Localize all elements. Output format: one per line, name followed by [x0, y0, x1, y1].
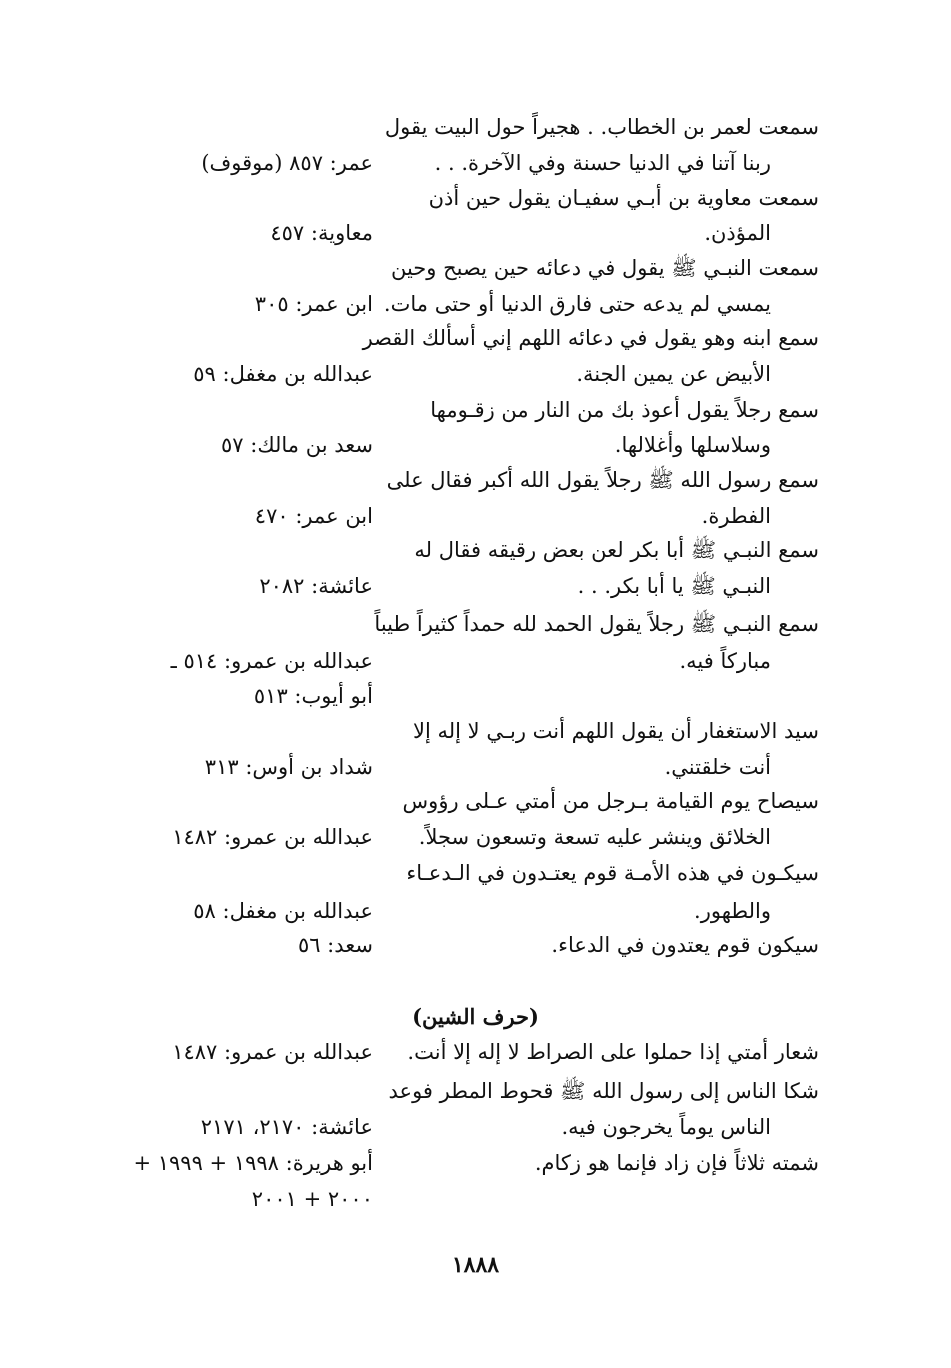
entry-reference: ٢٠٠٠ + ٢٠٠١: [251, 1187, 373, 1211]
entry-text-line: سمعت النبـي ﷺ يقول في دعائه حين يصبح وحين: [390, 256, 819, 280]
entry-text-line: سيكون قوم يعتدون في الدعاء.: [551, 933, 819, 957]
entry-text-line: مباركاً فيه.: [679, 649, 771, 673]
entry-text-line: سمع النبـي ﷺ رجلاً يقول الحمد لله حمداً كثيراً طيباً: [374, 612, 819, 636]
entry-reference: عائشة: ٢١٧٠، ٢١٧١: [200, 1115, 373, 1139]
entry-text-line: وسلاسلها وأغلالها.: [614, 433, 771, 457]
entry-text-line: سيد الاستغفار أن يقول اللهم أنت ربـي لا إله إلا: [413, 719, 819, 743]
entry-text-line: أنت خلقتني.: [664, 755, 771, 779]
entry-text-line: ربنا آتنا في الدنيا حسنة وفي الآخرة. . .: [434, 151, 771, 175]
entry-text-line: شمته ثلاثاً فإن زاد فإنما هو زكام.: [534, 1151, 819, 1175]
entry-text-line: سمع رجلاً يقول أعوذ بك من النار من زقـومها: [430, 398, 819, 422]
entry-text-line: الخلائق وينشر عليه تسعة وتسعون سجلاً.: [418, 825, 771, 849]
entry-text-line: النبـي ﷺ يا أبا بكر. . .: [577, 574, 771, 598]
entry-reference: عبدالله بن عمرو: ١٤٨٧: [172, 1040, 373, 1064]
entry-text-line: الأبيض عن يمين الجنة.: [576, 362, 771, 386]
entry-text-line: سمع ابنه وهو يقول في دعائه اللهم إني أسألك القصر: [362, 326, 819, 350]
entry-reference: شداد بن أوس: ٣١٣: [204, 755, 373, 779]
entry-text-line: سيصاح يوم القيامة بـرجل من أمتي عـلى رؤوس: [402, 789, 819, 813]
entry-reference: أبو أيوب: ٥١٣: [253, 684, 373, 708]
section-heading: (حرف الشين): [412, 1004, 539, 1029]
entry-reference: ابن عمر: ٣٠٥: [254, 292, 373, 316]
entry-reference: معاوية: ٤٥٧: [270, 221, 373, 245]
entry-text-line: المؤذن.: [704, 221, 771, 245]
page-number: ١٨٨٨: [451, 1252, 500, 1278]
entry-reference: عائشة: ٢٠٨٢: [259, 574, 373, 598]
entry-text-line: الناس يوماً يخرجون فيه.: [561, 1115, 771, 1139]
entry-reference: عمر: ٨٥٧ (موقوف): [201, 151, 373, 175]
entry-reference: عبدالله بن عمرو: ١٤٨٢: [172, 825, 373, 849]
entry-text-line: سمعت معاوية بن أبـي سفيـان يقول حين أذن: [428, 186, 819, 210]
entry-reference: أبو هريرة: ١٩٩٨ + ١٩٩٩ +: [133, 1151, 373, 1175]
entry-reference: ابن عمر: ٤٧٠: [254, 504, 373, 528]
entry-text-line: سيكـون في هذه الأمـة قوم يعتـدون في الـدعـاء: [406, 861, 819, 885]
entry-text-line: شعار أمتي إذا حملوا على الصراط لا إله إلا أنت.: [407, 1040, 819, 1064]
entry-text-line: سمعت لعمر بن الخطاب. . هجيراً حول البيت يقول: [384, 115, 819, 139]
entry-text-line: يمسي لم يدعه حتى فارق الدنيا أو حتى مات.: [383, 292, 771, 316]
entry-reference: سعد: ٥٦: [297, 933, 373, 957]
entry-text-line: الفطرة.: [701, 504, 771, 528]
entry-text-line: سمع رسول الله ﷺ رجلاً يقول الله أكبر فقال على: [386, 468, 819, 492]
entry-reference: عبدالله بن عمرو: ٥١٤ ـ: [170, 649, 373, 673]
entry-text-line: شكا الناس إلى رسول الله ﷺ قحوط المطر فوعد: [388, 1079, 819, 1103]
entry-reference: سعد بن مالك: ٥٧: [221, 433, 373, 457]
entry-text-line: سمع النبـي ﷺ أبا بكر لعن بعض رقيقه فقال له: [414, 538, 819, 562]
entry-text-line: والطهور.: [694, 899, 771, 923]
entry-reference: عبدالله بن مغفل: ٥٩: [193, 362, 373, 386]
entry-reference: عبدالله بن مغفل: ٥٨: [193, 899, 373, 923]
